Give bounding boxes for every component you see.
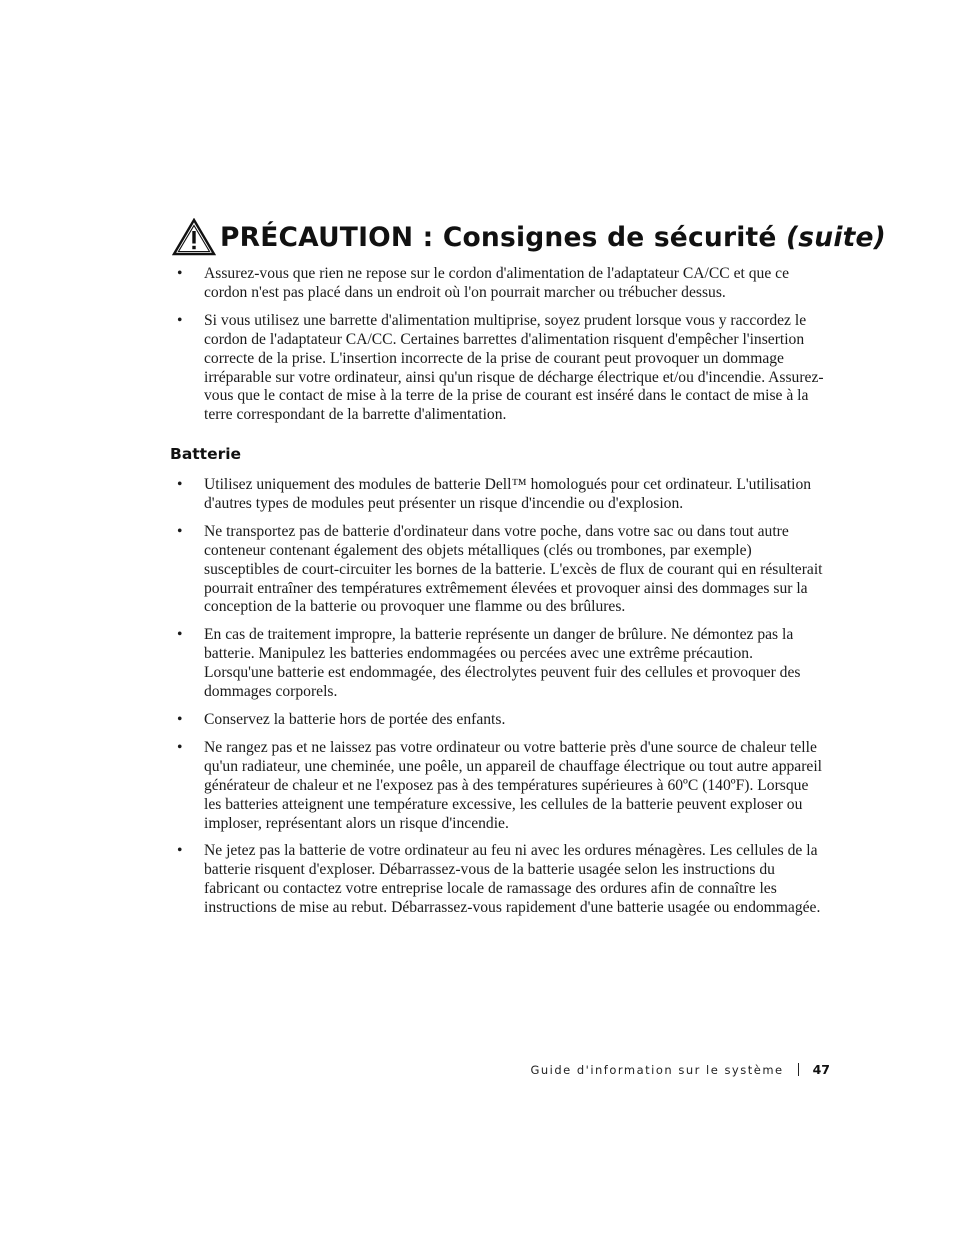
page-footer — [530, 1062, 830, 1077]
list-item — [176, 711, 826, 730]
list-item-text: Ne jetez pas la batterie de votre ordinateur au feu ni avec les ordures ménagères. Les cellules de la batterie risquent d'exploser. Débarrassez-vous de la batterie usagée selon les instructions du fabricant ou contactez votre entreprise locale de ramassage des ordures afin de connaître les instructions de mise au rebut. Débarrassez-vous rapidement d'une batterie usagée ou endommagée. — [204, 842, 821, 917]
list-item-text: Conservez la batterie hors de portée des enfants. — [204, 710, 506, 728]
footer-separator — [798, 1063, 799, 1076]
title-main: PRÉCAUTION : Consignes de sécurité — [220, 221, 777, 253]
warning-triangle-icon — [172, 218, 216, 256]
list-item-text: Utilisez uniquement des modules de batterie Dell™ homologués pour cet ordinateur. L'utilisation d'autres types de modules peut présenter un risque d'incendie ou d'explosion. — [204, 476, 812, 512]
footer-guide-title: Guide d'information sur le système — [530, 1062, 784, 1077]
list-item — [176, 739, 826, 834]
bullet: • — [177, 311, 183, 329]
battery-precautions-list — [176, 476, 826, 927]
list-item — [176, 523, 826, 618]
bullet: • — [177, 738, 183, 756]
list-item — [176, 312, 826, 425]
list-item — [176, 842, 826, 918]
page-header — [172, 218, 886, 256]
bullet: • — [177, 265, 183, 282]
bullet: • — [177, 626, 183, 644]
page-number: 47 — [812, 1062, 830, 1077]
list-item — [176, 476, 826, 514]
bullet: • — [177, 710, 183, 728]
title-suffix: (suite) — [785, 221, 886, 253]
list-item-text: Ne rangez pas et ne laissez pas votre ordinateur ou votre batterie près d'une source de chaleur telle qu'un radiateur, une cheminée, une poêle, un appareil de chauffage électrique ou tout autre appareil générateur de chaleur et ne l'exposez pas à des températures supérieures à 60ºC (140ºF). Lorsque les batteries atteignent une température excessive, les cellules de la batterie peuvent exploser ou imploser, représentant alors un risque d'incendie. — [204, 738, 823, 832]
list-item-text: En cas de traitement impropre, la batterie représente un danger de brûlure. Ne démontez pas la batterie. Manipulez les batteries endommagées ou percées avec une extrême précaution. Lorsqu'une batterie est endommagée, des électrolytes peuvent fuir des cellules et provoquer des dommages corporels. — [204, 626, 801, 701]
list-item — [176, 626, 826, 702]
section-heading-batterie: Batterie — [170, 445, 242, 463]
list-item-text: Si vous utilisez une barrette d'alimentation multiprise, soyez prudent lorsque vous y raccordez le cordon de l'adaptateur CA/CC. Certaines barrettes d'alimentation risquent d'empêcher l'insertion correcte de la prise. L'insertion incorrecte de la prise de courant peut provoquer un dommage irréparable sur votre ordinateur, ainsi qu'un risque de décharge électrique et/ou d'incendie. Assurez-vous que le contact de mise à la terre de la prise de courant est inséré dans le contact de mise à la terre correspondant de la barrette d'alimentation. — [204, 311, 824, 424]
bullet: • — [177, 522, 183, 540]
bullet: • — [177, 842, 183, 860]
list-item-text: Ne transportez pas de batterie d'ordinateur dans votre poche, dans votre sac ou dans tout autre conteneur contenant également des objets métalliques (clés ou trombones, par exemple) susceptibles de court-circuiter les bornes de la batterie. L'excès de flux de courant qui en résulterait pourrait entraîner des températures extrêmement élevées et provoquer ainsi des dommages sur la conception de la batterie ou provoquer une flamme ou des brûlures. — [204, 522, 823, 616]
list-item — [176, 265, 826, 303]
list-item-text: Assurez-vous que rien ne repose sur le cordon d'alimentation de l'adaptateur CA/CC et que ce cordon n'est pas placé dans un endroit où l'on pourrait marcher ou trébucher dessus. — [204, 265, 790, 301]
page-title — [220, 222, 886, 253]
bullet: • — [177, 476, 183, 493]
power-adapter-precautions-list — [176, 265, 826, 434]
